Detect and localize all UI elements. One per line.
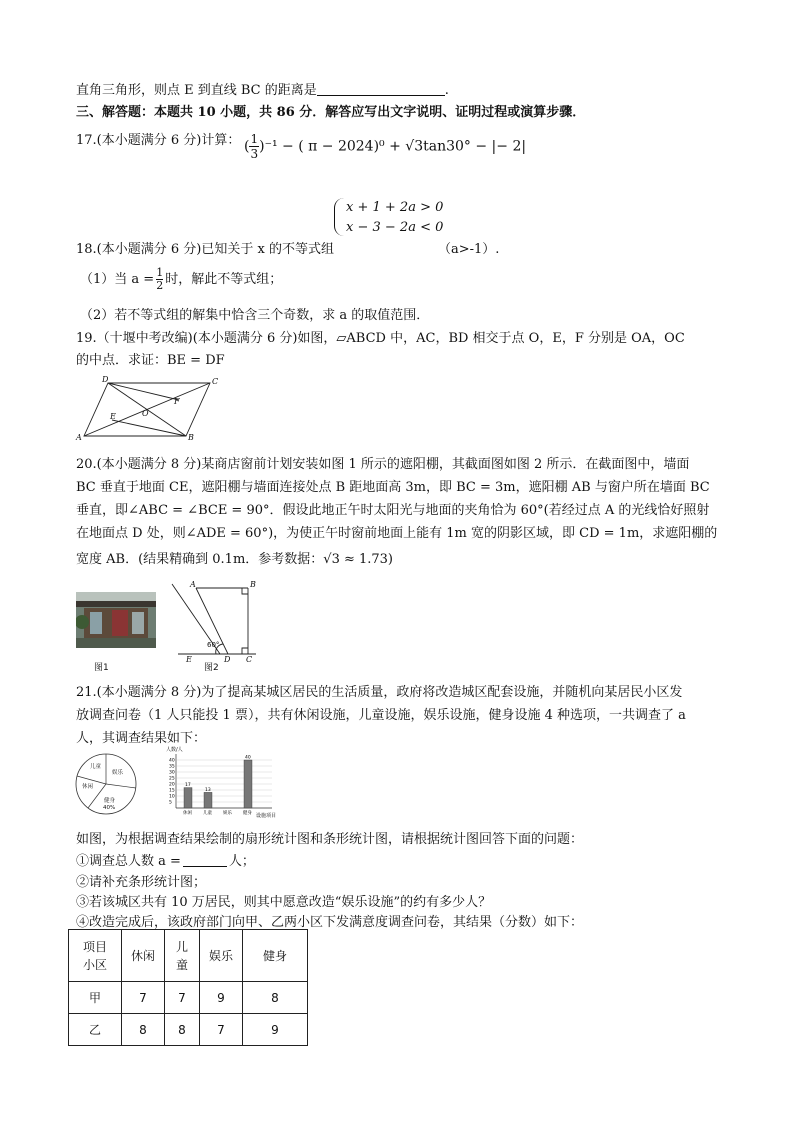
table-header-children-1: 儿 xyxy=(175,939,188,954)
q20-line3: 垂直，即∠ABC = ∠BCE = 90°．假设此地正午时太阳光与地面的夹角恰为 60°(若经过点 A 的光线恰好照射 xyxy=(76,503,710,518)
table-cell: 7 xyxy=(200,1014,243,1046)
table-row xyxy=(69,982,308,1014)
prev-question-text: 直角三角形，则点 E 到直线 BC 的距离是 xyxy=(76,83,317,98)
q21-sub4: ④改造完成后，该政府部门向甲、乙两小区下发满意度调查问卷，其结果（分数）如下： xyxy=(76,915,584,930)
bar-value-label: 17 xyxy=(185,783,191,789)
table-cell: 8 xyxy=(165,1014,200,1046)
table-cell: 9 xyxy=(243,1014,308,1046)
storefront-photo xyxy=(76,592,156,648)
fig1-caption: 图1 xyxy=(94,663,109,673)
table-cell: 7 xyxy=(165,982,200,1014)
table-cell: 8 xyxy=(243,982,308,1014)
label-C: C xyxy=(212,377,219,386)
pie-label-leisure: 休闲 xyxy=(82,784,94,790)
table-cell: 8 xyxy=(122,1014,165,1046)
pie-label-entertainment: 娱乐 xyxy=(112,770,124,776)
table-corner-top: 项目 xyxy=(82,939,107,954)
q18-part1-fraction xyxy=(156,267,163,292)
bar-category-label: 娱乐 xyxy=(223,811,232,816)
total-answer-blank[interactable] xyxy=(183,853,227,867)
bar-category-label: 休闲 xyxy=(183,811,192,816)
label-B: B xyxy=(188,433,194,442)
q17-frac-den: 3 xyxy=(250,147,259,161)
answer-blank[interactable] xyxy=(317,82,445,96)
label-O: O xyxy=(142,409,149,418)
q18-label: 18.(本小题满分 6 分)已知关于 x 的不等式组 xyxy=(76,242,334,257)
bar-x-axis-label: 设施项目 xyxy=(256,813,277,819)
prev-question-period: . xyxy=(444,83,449,98)
q18-part2: （2）若不等式组的解集中恰含三个奇数，求 a 的取值范围． xyxy=(80,308,430,323)
q21-sub1-prefix: ①调查总人数 a = xyxy=(76,854,181,869)
label-D: D xyxy=(102,375,109,384)
fig2-label-E: E xyxy=(186,655,192,662)
bar-y-tick: 30 xyxy=(169,770,175,776)
satisfaction-table xyxy=(68,929,308,1046)
fig2-label-C: C xyxy=(246,655,253,662)
fig2-caption: 图2 xyxy=(204,663,219,673)
pie-label-children: 儿童 xyxy=(90,764,102,770)
q20-line2: BC 垂直于地面 CE，遮阳棚与墙面连接处点 B 距地面高 3m，即 BC = 3m，遮阳棚 AB 与窗户所在墙面 BC xyxy=(76,480,710,495)
pie-chart xyxy=(74,752,140,818)
bar-y-tick: 35 xyxy=(169,764,175,770)
q20-line5: 宽度 AB．(结果精确到 0.1m．参考数据：√3 ≈ 1.73) xyxy=(76,552,394,567)
bar-chart xyxy=(160,744,282,820)
section-heading: 三、解答题：本题共 10 小题，共 86 分．解答应写出文字说明、证明过程或演算步骤． xyxy=(76,105,586,120)
bar-y-axis-label: 人数/人 xyxy=(166,747,183,753)
label-E: E xyxy=(110,412,116,421)
bar-value-label: 40 xyxy=(245,755,251,761)
label-A: A xyxy=(76,433,82,442)
bar-3 xyxy=(244,760,252,808)
table-cell: 9 xyxy=(200,982,243,1014)
label-F: F xyxy=(174,397,180,406)
table-header-fitness: 健身 xyxy=(243,930,308,982)
bar-y-tick: 20 xyxy=(169,782,175,788)
pie-label-fitness: 健身 xyxy=(104,798,116,804)
bar-y-tick: 10 xyxy=(169,794,175,800)
q21-sub1 xyxy=(76,850,255,869)
q18-system-line2: x − 3 − 2a < 0 xyxy=(346,220,444,235)
q17-label: 17.(本小题满分 6 分)计算： xyxy=(76,133,241,148)
fig2-label-D: D xyxy=(224,655,231,662)
q20-line1: 20.(本小题满分 8 分)某商店窗前计划安装如图 1 所示的遮阳棚，其截面图如图 2 所示．在截面图中，墙面 xyxy=(76,457,690,472)
table-row-name: 甲 xyxy=(69,982,122,1014)
fig2-angle-label: 60° xyxy=(207,641,220,649)
table-cell: 7 xyxy=(122,982,165,1014)
table-row-name: 乙 xyxy=(69,1014,122,1046)
q18-system-line1: x + 1 + 2a > 0 xyxy=(346,200,444,215)
bar-y-tick: 25 xyxy=(169,776,175,782)
q18-condition: （a>-1）. xyxy=(438,242,500,257)
bar-category-label: 健身 xyxy=(243,811,252,816)
q20-line4: 在地面点 D 处，则∠ADE = 60°)，为使正午时窗前地面上能有 1m 宽的阴影区域，即 CD = 1m，求遮阳棚的 xyxy=(76,526,718,541)
q19-line1: 19.（十堰中考改编)(本小题满分 6 分)如图，▱ABCD 中，AC，BD 相交于点 O，E，F 分别是 OA，OC xyxy=(76,331,685,346)
q18-frac-den: 2 xyxy=(156,279,164,292)
table-header-leisure: 休闲 xyxy=(122,930,165,982)
q18-part1-suffix: 时，解此不等式组； xyxy=(165,272,283,287)
q18-part1-prefix: （1）当 a = xyxy=(80,272,155,287)
parallelogram-figure xyxy=(74,374,224,444)
pie-label-fitness-pct: 40% xyxy=(103,805,116,811)
table-corner-cell xyxy=(69,930,122,982)
bar-value-label: 13 xyxy=(205,787,211,793)
bar-y-tick: 40 xyxy=(169,758,175,764)
awning-cross-section xyxy=(168,578,268,662)
table-row xyxy=(69,1014,308,1046)
bar-0 xyxy=(184,788,192,808)
q17-expression xyxy=(244,132,526,161)
fig2-label-A: A xyxy=(190,580,196,589)
bar-category-label: 儿童 xyxy=(203,811,212,816)
q17-fraction xyxy=(249,132,259,161)
q17-paren: ( xyxy=(244,138,250,155)
q18-frac-num: 1 xyxy=(156,266,164,279)
fig2-label-B: B xyxy=(250,580,256,589)
table-header-children-2: 童 xyxy=(175,957,188,972)
prev-question-tail xyxy=(76,79,449,98)
q19-line2: 的中点．求证：BE = DF xyxy=(76,353,225,368)
table-header-children xyxy=(165,930,200,982)
q21-line1: 21.(本小题满分 8 分)为了提高某城区居民的生活质量，政府将改造城区配套设施，并随机向某居民小区发 xyxy=(76,685,683,700)
q17-expr-rest: )⁻¹ − ( π − 2024)⁰ + √3tan30° − |− 2| xyxy=(259,138,527,155)
q21-sub3: ③若该城区共有 10 万居民，则其中愿意改造“娱乐设施”的约有多少人？ xyxy=(76,895,492,910)
bar-1 xyxy=(204,792,212,808)
q21-sub1-suffix: 人； xyxy=(228,854,255,869)
q21-line3: 人，其调查结果如下： xyxy=(76,731,207,746)
table-corner-bottom: 小区 xyxy=(82,957,107,972)
q21-sub2: ②请补充条形统计图； xyxy=(76,875,207,890)
q17-frac-num: 1 xyxy=(250,132,259,146)
q21-line4: 如图，为根据调查结果绘制的扇形统计图和条形统计图，请根据统计图回答下面的问题： xyxy=(76,832,584,847)
table-header-entertainment: 娱乐 xyxy=(200,930,243,982)
q21-line2: 放调查问卷（1 人只能投 1 票），共有休闲设施，儿童设施，娱乐设施，健身设施 4 种选项，一共调查了 a xyxy=(76,708,686,723)
q18-part1 xyxy=(80,267,282,292)
bar-y-tick: 5 xyxy=(169,800,172,806)
bar-y-tick: 15 xyxy=(169,788,175,794)
